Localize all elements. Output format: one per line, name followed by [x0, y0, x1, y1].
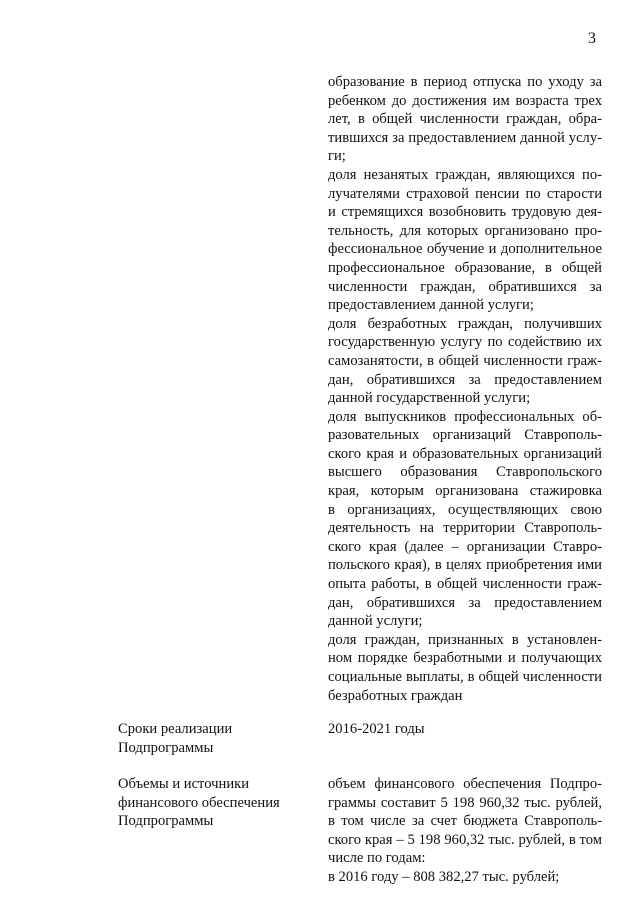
- indicator-text-line: деятельность на территории Ставрополь-: [328, 520, 602, 537]
- indicator-text-line: доля выпускников профессиональных об-: [328, 408, 602, 425]
- indicator-text-line: самозанятости, в общей численности граж-: [328, 352, 602, 369]
- period-value-text: 2016-2021 годы: [328, 721, 425, 737]
- indicator-text-line: профессиональное образование, в общей: [328, 259, 602, 276]
- indicator-text-line: высшего образования Ставропольского: [328, 464, 602, 481]
- indicator-text-line: данной государственной услуги;: [328, 390, 531, 407]
- indicator-text-line: польского края), в целях приобретения ими: [328, 557, 602, 574]
- indicator-text-line: ном порядке безработными и получающих: [328, 650, 602, 667]
- indicator-text-line: социальные выплаты, в общей численности: [328, 669, 602, 685]
- indicator-text-line: ребенком до достижения им возраста трех: [328, 92, 602, 109]
- indicator-text-line: разовательных организаций Ставрополь-: [328, 427, 602, 444]
- financing-text-line: объем финансового обеспечения Подпро-: [328, 776, 602, 792]
- indicator-text-line: доля незанятых граждан, являющихся по-: [328, 166, 602, 183]
- indicator-text-line: лет, в общей численности граждан, обра-: [328, 111, 602, 128]
- financing-text-line: граммы составит 5 198 960,32 тыс. рублей,: [328, 794, 602, 811]
- indicator-text-line: доля безработных граждан, получивших: [328, 315, 602, 332]
- financing-text-line: в том числе за счет бюджета Ставрополь-: [328, 813, 602, 830]
- period-label-line: Подпрограммы: [118, 739, 214, 756]
- indicator-text-line: дан, обратившихся за предоставлением: [328, 371, 602, 388]
- indicator-text-line: безработных граждан: [328, 687, 463, 704]
- indicator-text-line: тельность, для которых организовано про-: [328, 222, 602, 239]
- financing-label: [118, 775, 308, 831]
- period-label: [118, 720, 308, 757]
- indicators-text: [328, 73, 602, 705]
- indicator-text-line: численности граждан, обратившихся за: [328, 278, 602, 295]
- indicator-text-line: края, которым организована стажировка: [328, 483, 602, 500]
- indicator-text-line: дан, обратившихся за предоставлением: [328, 594, 602, 611]
- indicator-text-line: и стремящихся возобновить трудовую дея-: [328, 204, 602, 221]
- period-label-line: Сроки реализации: [118, 721, 233, 737]
- indicator-text-line: образование в период отпуска по уходу за: [328, 74, 602, 90]
- indicator-text-line: доля граждан, признанных в установлен-: [328, 631, 602, 648]
- financing-text-line: ского края – 5 198 960,32 тыс. рублей, в том: [328, 831, 602, 848]
- indicator-text-line: опыта работы, в общей численности граж-: [328, 576, 602, 593]
- indicator-text-line: лучателями страховой пенсии по старости: [328, 185, 602, 202]
- financing-text-line: в 2016 году – 808 382,27 тыс. рублей;: [328, 868, 560, 885]
- financing-text-line: числе по годам:: [328, 850, 426, 867]
- indicator-text-line: ского края (далее – организации Ставро-: [328, 538, 602, 555]
- indicator-text-line: предоставлением данной услуги;: [328, 297, 534, 314]
- financing-label-line: Подпрограммы: [118, 813, 214, 830]
- indicator-text-line: тившихся за предоставлением данной услу-: [328, 129, 602, 146]
- financing-label-line: Объемы и источники: [118, 776, 250, 792]
- financing-label-line: финансового обеспечения: [118, 794, 280, 811]
- indicator-text-line: данной услуги;: [328, 613, 423, 630]
- financing-text: [328, 775, 602, 887]
- indicator-text-line: в организациях, осуществляющих свою: [328, 501, 602, 518]
- indicator-text-line: ги;: [328, 148, 346, 165]
- indicator-text-line: фессиональное обучение и дополнительное: [328, 241, 602, 258]
- page-number: 3: [588, 30, 596, 47]
- indicator-text-line: ского края и образовательных организаций: [328, 445, 602, 462]
- period-value: [328, 720, 602, 739]
- indicator-text-line: государственную услугу по содействию их: [328, 334, 602, 351]
